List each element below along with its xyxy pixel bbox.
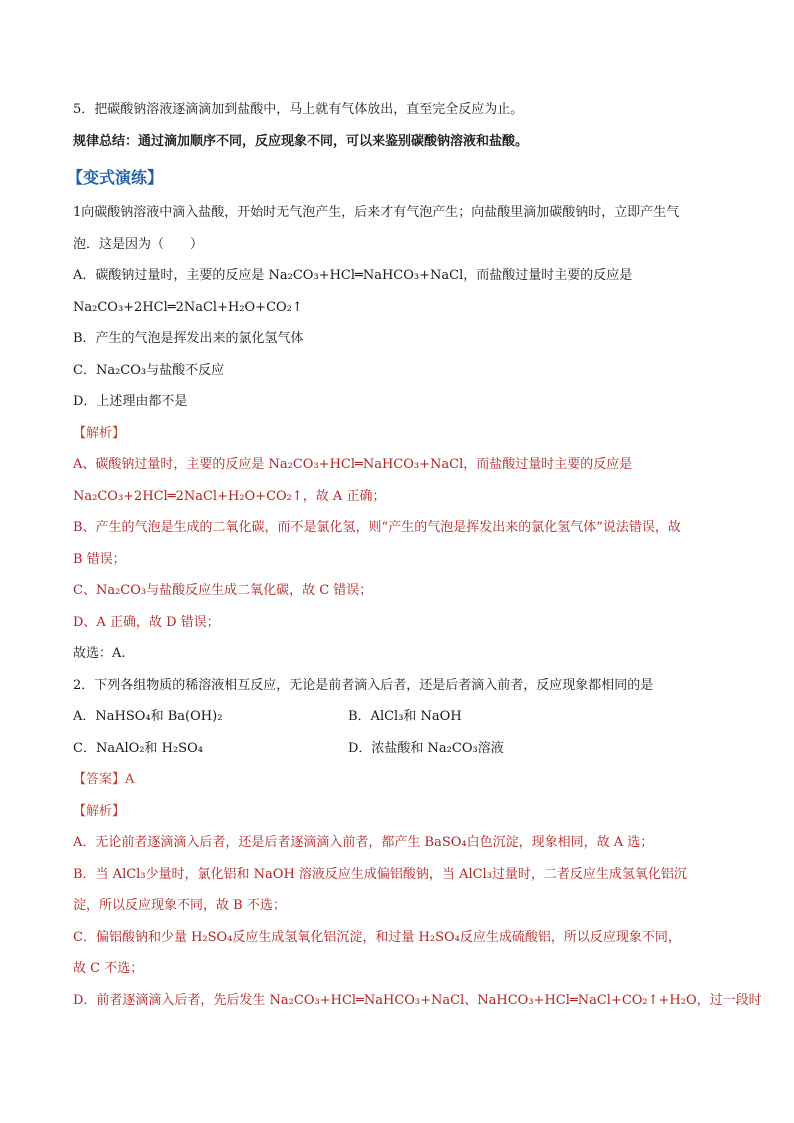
q2-analysis-label: 【解析】 bbox=[73, 803, 126, 819]
q2-option-a: A．NaHSO₄和 Ba(OH)₂ bbox=[73, 709, 223, 724]
q2-analysis-line: 淀，所以反应现象不同，故 B 不选； bbox=[73, 898, 286, 913]
q2-options-row-1 bbox=[73, 707, 723, 739]
q2-option-b: B．AlCl₃和 NaOH bbox=[348, 709, 462, 724]
q1-stem-line2: 泡．这是因为（ ） bbox=[73, 236, 204, 252]
q2-option-c: C．NaAlO₂和 H₂SO₄ bbox=[73, 740, 203, 756]
section-heading: 【变式演练】 bbox=[67, 168, 164, 187]
q1-option-d: D．上述理由都不是 bbox=[73, 394, 188, 409]
q2-analysis-line: B．当 AlCl₃少量时，氯化铝和 NaOH 溶液反应生成偏铝酸钠，当 AlCl₃过量时，二者反应生成氢氧化铝沉 bbox=[73, 866, 687, 882]
q1-analysis-label: 【解析】 bbox=[73, 425, 126, 441]
q2-option-d: D．浓盐酸和 Na₂CO₃溶液 bbox=[348, 740, 504, 756]
q1-stem-line1: 1向碳酸钠溶液中滴入盐酸，开始时无气泡产生，后来才有气泡产生；向盐酸里滴加碳酸钠时，立即产生气 bbox=[73, 205, 680, 220]
q2-options-row-2 bbox=[73, 739, 723, 771]
q1-option-a-line1: A．碳酸钠过量时，主要的反应是 Na₂CO₃+HCl═NaHCO₃+NaCl，而盐酸过量时主要的反应是 bbox=[73, 268, 633, 283]
item-5: 5．把碳酸钠溶液逐滴滴加到盐酸中，马上就有气体放出，直至完全反应为止。 bbox=[73, 102, 524, 117]
q2-answer: 【答案】A bbox=[73, 772, 135, 787]
document-content bbox=[67, 100, 762, 1022]
q2-stem: 2．下列各组物质的稀溶液相互反应，无论是前者滴入后者，还是后者滴入前者，反应现象都相同的是 bbox=[73, 677, 654, 693]
q2-analysis-line: D．前者逐滴滴入后者，先后发生 Na₂CO₃+HCl═NaHCO₃+NaCl、NaHCO₃+HCl═NaCl+CO₂↑+H₂O，过一段时 bbox=[73, 992, 762, 1008]
q1-analysis-line: C、Na₂CO₃与盐酸反应生成二氧化碳，故 C 错误； bbox=[73, 583, 373, 598]
q1-analysis-line: B、产生的气泡是生成的二氧化碳，而不是氯化氢，则“产生的气泡是挥发出来的氯化氢气体”说法错误，故 bbox=[73, 520, 681, 535]
q2-analysis-line: 故 C 不选； bbox=[73, 961, 144, 976]
q1-analysis-line: B 错误； bbox=[73, 551, 126, 567]
q1-analysis-line: A、碳酸钠过量时，主要的反应是 Na₂CO₃+HCl═NaHCO₃+NaCl，而盐酸过量时主要的反应是 bbox=[73, 457, 633, 472]
q1-option-a-line2: Na₂CO₃+2HCl═2NaCl+H₂O+CO₂↑ bbox=[73, 299, 303, 315]
rule-summary: 规律总结：通过滴加顺序不同，反应现象不同，可以来鉴别碳酸钠溶液和盐酸。 bbox=[73, 133, 529, 149]
q2-analysis-line: A．无论前者逐滴滴入后者，还是后者逐滴滴入前者，都产生 BaSO₄白色沉淀，现象相同，故 A 选； bbox=[73, 835, 654, 850]
q1-option-c: C．Na₂CO₃与盐酸不反应 bbox=[73, 362, 225, 378]
q1-analysis-line: Na₂CO₃+2HCl═2NaCl+H₂O+CO₂↑，故 A 正确； bbox=[73, 488, 386, 504]
q1-answer-choice: 故选：A. bbox=[73, 646, 126, 661]
q1-analysis-line: D、A 正确，故 D 错误； bbox=[73, 614, 220, 630]
q2-analysis-line: C．偏铝酸钠和少量 H₂SO₄反应生成氢氧化铝沉淀，和过量 H₂SO₄反应生成硫酸铝，所以反应现象不同， bbox=[73, 929, 681, 945]
q1-option-b: B．产生的气泡是挥发出来的氯化氢气体 bbox=[73, 331, 304, 346]
